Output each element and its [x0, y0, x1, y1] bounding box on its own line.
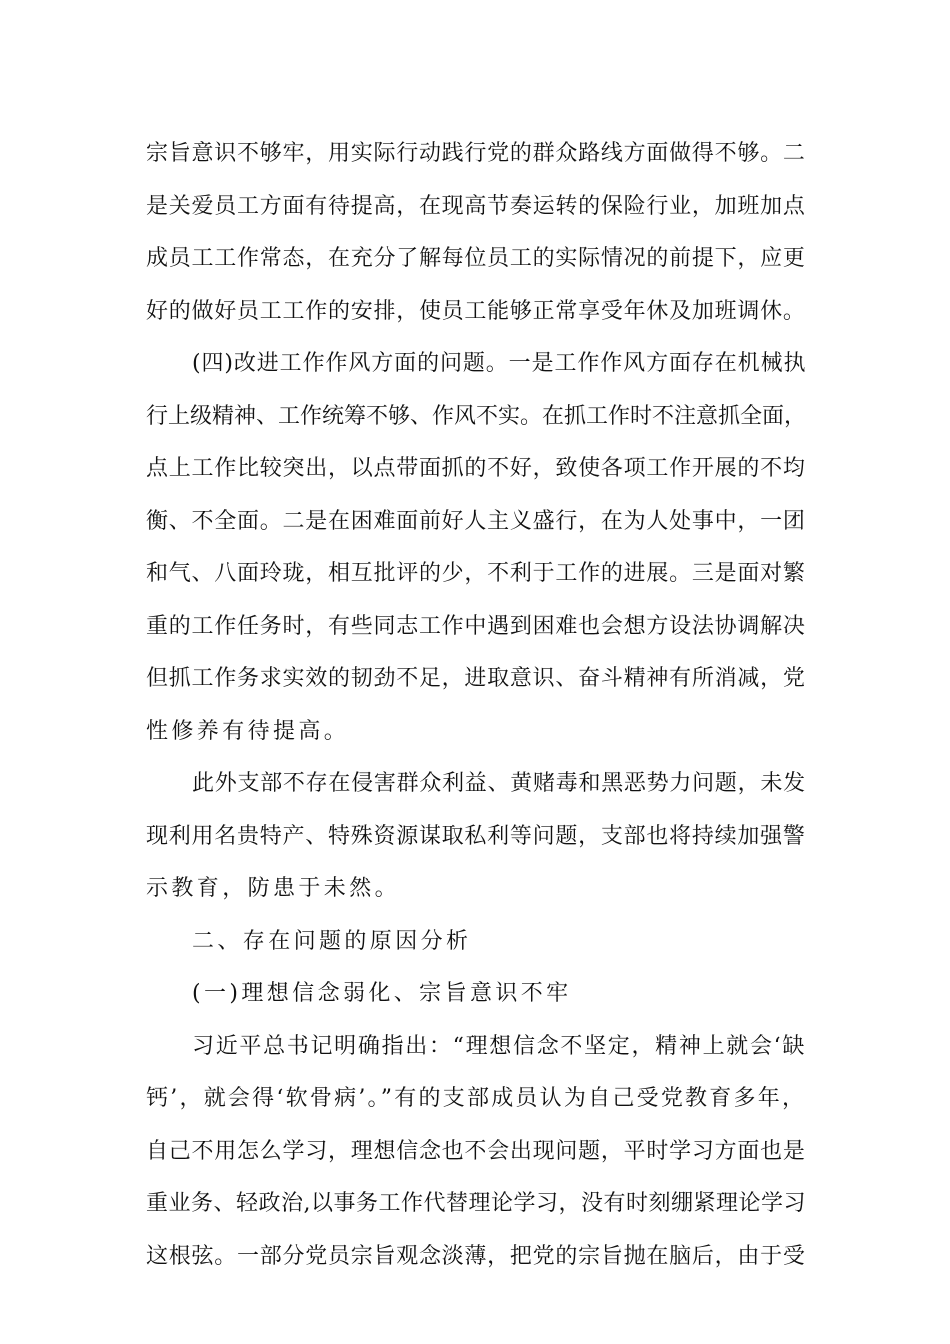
text-line: 好的做好员工工作的安排，使员工能够正常享受年休及加班调休。 [146, 298, 806, 324]
text-line: 点上工作比较突出，以点带面抓的不好，致使各项工作开展的不均 [146, 456, 806, 481]
text-line: (一)理想信念弱化、宗旨意识不牢 [192, 981, 572, 1006]
text-line: 性修养有待提高。 [146, 718, 350, 744]
text-line: 行上级精神、工作统筹不够、作风不实。在抓工作时不注意抓全面， [146, 403, 807, 429]
text-line: 成员工工作常态，在充分了解每位员工的实际情况的前提下，应更 [146, 246, 806, 271]
text-line: 这根弦。一部分党员宗旨观念淡薄，把党的宗旨抛在脑后，由于受 [146, 1243, 806, 1269]
text-line: 重的工作任务时，有些同志工作中遇到困难也会想方设法协调解决 [146, 613, 806, 639]
text-line: 重业务、轻政治,以事务工作代替理论学习，没有时刻绷紧理论学习 [146, 1191, 806, 1216]
document-body [146, 128, 806, 1283]
text-line: 但抓工作务求实效的韧劲不足，进取意识、奋斗精神有所消减，党 [146, 666, 806, 691]
text-line: 二、存在问题的原因分析 [192, 928, 472, 954]
text-line: 习近平总书记明确指出：“理想信念不坚定，精神上就会‘缺 [192, 1033, 807, 1059]
text-line: (四)改进工作作风方面的问题。一是工作作风方面存在机械执 [192, 351, 807, 376]
text-line: 是关爱员工方面有待提高，在现高节奏运转的保险行业，加班加点 [146, 193, 806, 219]
text-line: 和气、八面玲珑，相互批评的少，不利于工作的进展。三是面对繁 [146, 561, 806, 586]
text-line: 示教育，防患于未然。 [146, 876, 401, 901]
text-line: 现利用名贵特产、特殊资源谋取私利等问题，支部也将持续加强警 [146, 823, 806, 849]
text-line: 钙’，就会得‘软骨病’。”有的支部成员认为自己受党教育多年， [146, 1086, 807, 1111]
text-line: 此外支部不存在侵害群众利益、黄赌毒和黑恶势力问题，未发 [192, 771, 806, 796]
text-line: 自己不用怎么学习，理想信念也不会出现问题，平时学习方面也是 [146, 1138, 806, 1164]
text-line: 宗旨意识不够牢，用实际行动践行党的群众路线方面做得不够。二 [146, 141, 806, 166]
text-line: 衡、不全面。二是在困难面前好人主义盛行，在为人处事中，一团 [146, 508, 806, 534]
